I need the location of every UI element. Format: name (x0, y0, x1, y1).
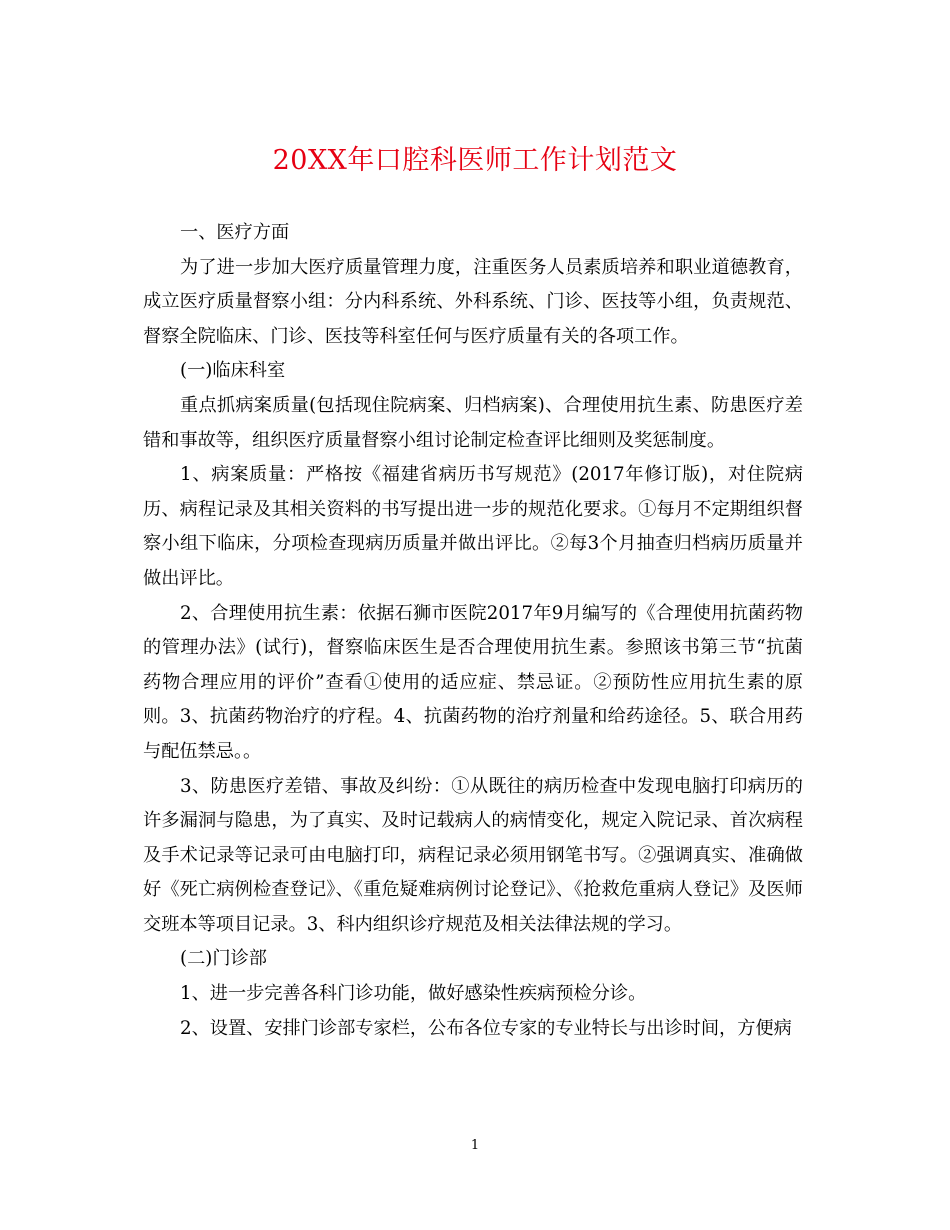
paragraph-quality-management: 为了进一步加大医疗质量管理力度，注重医务人员素质培养和职业道德教育，成立医疗质量督察小组：分内科系统、外科系统、门诊、医技等小组，负责规范、督察全院临床、门诊、医技等科室任何与医疗质量有关的各项工作。 (143, 256, 803, 347)
document-title: 20XX年口腔科医师工作计划范文 (272, 145, 678, 176)
document-body (143, 216, 803, 1046)
subsection-heading-outpatient: (二)门诊部 (180, 948, 267, 970)
subsection-heading-clinical: (一)临床科室 (180, 360, 286, 382)
paragraph-error-prevention: 3、防患医疗差错、事故及纠纷：①从既往的病历检查中发现电脑打印病历的许多漏洞与隐患，为了真实、及时记载病人的病情变化，规定入院记录、首次病程及手术记录等记录可由电脑打印，病程记录必须用钢笔书写。②强调真实、准确做好《死亡病例检查登记》、《重危疑难病例讨论登记》、《抢救危重病人登记》及医师交班本等项目记录。3、科内组织诊疗规范及相关法律法规的学习。 (143, 775, 803, 935)
section-heading-medical: 一、医疗方面 (180, 222, 290, 243)
paragraph-outpatient-function: 1、进一步完善各科门诊功能，做好感染性疾病预检分诊。 (180, 983, 647, 1005)
page-number: 1 (470, 1138, 480, 1153)
paragraph-antibiotics: 2、合理使用抗生素：依据石狮市医院2017年9月编写的《合理使用抗菌药物的管理办法》(试行)，督察临床医生是否合理使用抗生素。参照该书第三节“抗菌药物合理应用的评价”查看①使用的适应症、禁忌证。②预防性应用抗生素的原则。3、抗菌药物治疗的疗程。4、抗菌药物的治疗剂量和给药途径。5、联合用药与配伍禁忌。。 (143, 602, 803, 762)
paragraph-expert-column: 2、设置、安排门诊部专家栏，公布各位专家的专业特长与出诊时间，方便病 (180, 1017, 792, 1039)
paragraph-case-quality: 1、病案质量：严格按《福建省病历书写规范》(2017年修订版)，对住院病历、病程记录及其相关资料的书写提出进一步的规范化要求。①每月不定期组织督察小组下临床，分项检查现病历质量并做出评比。②每3个月抽查归档病历质量并做出评比。 (143, 464, 803, 589)
paragraph-clinical-focus: 重点抓病案质量(包括现住院病案、归档病案)、合理使用抗生素、防患医疗差错和事故等，组织医疗质量督察小组讨论制定检查评比细则及奖惩制度。 (143, 394, 803, 451)
